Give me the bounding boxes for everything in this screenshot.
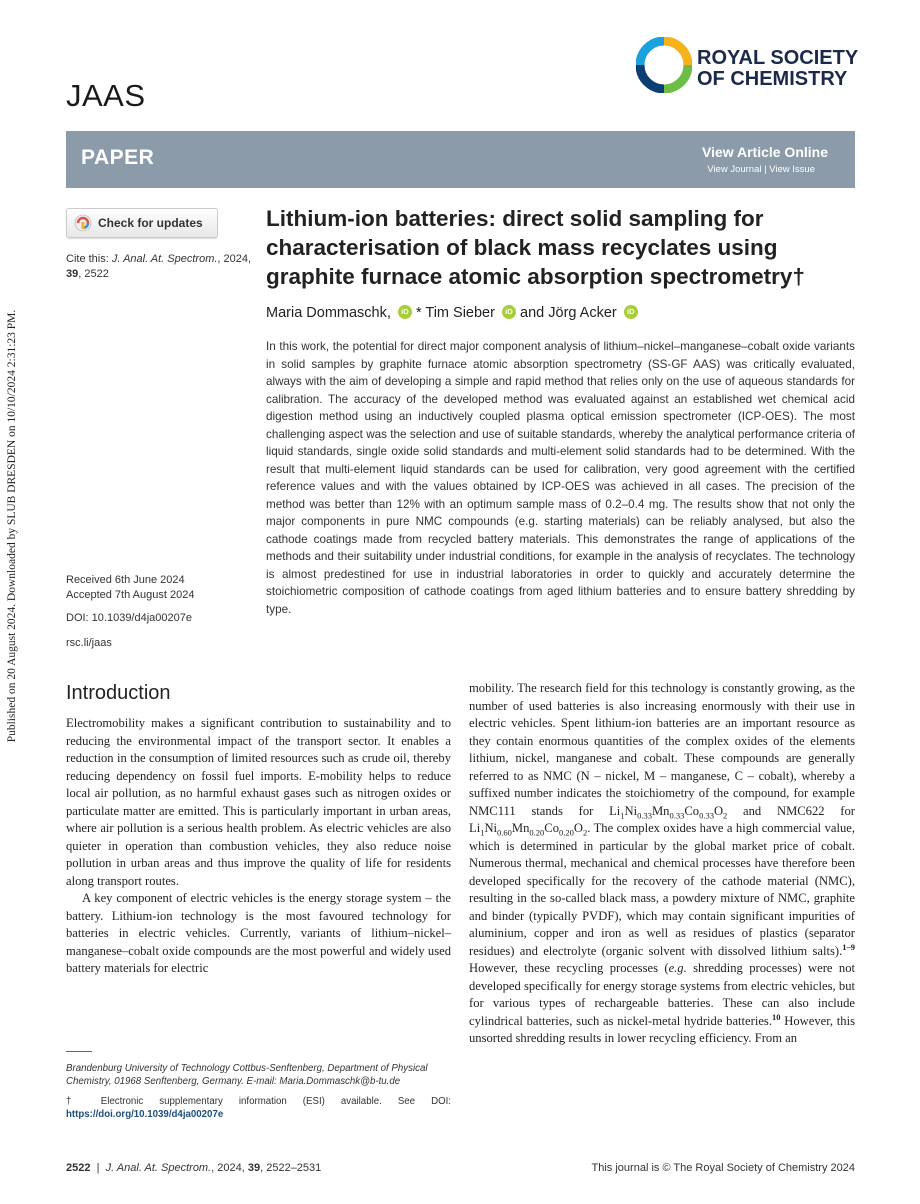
check-for-updates-label: Check for updates <box>98 216 203 230</box>
article-doi[interactable]: DOI: 10.1039/d4ja00207e <box>66 612 192 624</box>
banner-links <box>707 164 815 175</box>
chemical-formula: $Li_1Ni_{0.33}Mn_{0.33}Co_{0.33}O_2$ <box>609 803 728 821</box>
paragraph: Electromobility makes a significant contribution to sustainability and to reducing the environmental impact of the transport sector. It enables a reduction in the consumption of limited resources such as crude oil, thereby reducing dependency on fossil fuel imports. E-mobility helps to reduce local air pollution, as no harmful exhaust gases such as nitrogen oxides or particulate matter are emitted. This is particularly important in urban areas, where air pollution is a serious health problem. As electric vehicles are also quieter in operation than combustion vehicles, they also reduce noise pollution in urban areas and thus improve the quality of life for residents along transport routes. <box>66 716 451 888</box>
esi-footnote: † Electronic supplementary information (ESI) available. See DOI: https://doi.org/10.1039/d4ja00207e <box>66 1096 451 1120</box>
view-issue-link[interactable]: View Issue <box>769 164 815 175</box>
publisher-line-2: OF CHEMISTRY <box>697 68 848 90</box>
author-name: Jörg Acker <box>548 305 617 321</box>
chemical-formula: $Li_1Ni_{0.60}Mn_{0.20}Co_{0.20}O_2$ <box>469 821 588 838</box>
received-date: Received 6th June 2024 <box>66 574 185 586</box>
author-name: Maria Dommaschk, <box>266 305 391 321</box>
download-notice: Published on 20 August 2024. Downloaded by SLUB DRESDEN on 10/10/2024 2:31:23 PM. <box>6 309 18 743</box>
author-list <box>266 305 638 321</box>
journal-short-link[interactable]: rsc.li/jaas <box>66 637 112 649</box>
author-name: Tim Sieber <box>425 305 495 321</box>
corresponding-mark: * <box>415 305 422 321</box>
abstract: In this work, the potential for direct major component analysis of lithium–nickel–manganese–cobalt oxide variants in solid samples by graphite furnace atomic absorption spectrometry (SS-GF AAS) was critically evaluated, always with the aim of developing a simple and rapid method that relies only on the use of aqueous standards for calibration. The accuracy of the developed method was evaluated against an established wet chemical acid digestion method using an inductively coupled plasma optical emission spectrometer (ICP-OES). The most challenging aspect was the selection and use of suitable standards, whereby the analytical performance criteria of liquid standards, single oxide solid standards and multi-element solid standards had to be determined. With the result that multi-element liquid standards can be used for calibration, very good agreement with the certified reference values and with the values obtained by ICP-OES was achieved in all cases. The precision of the method was better than 12% with an optimum sample mass of 0.2–0.4 mg. The results show that not only the major components in pure NMC compounds (e.g. starting materials) can be reliably analysed, but also the cathode coatings made from recycled battery materials. This demonstrates the range of applications of the methods and their suitability under industrial conditions, for example in the analysis of recyclates. The technology is almost predestined for use in industrial laboratories in order to quickly and accurately determine the stoichiometric composition of cathode coatings from aged lithium batteries and to ensure battery shredding by type. <box>266 340 855 616</box>
view-article-online-link[interactable]: View Article Online <box>701 144 828 160</box>
journal-name: JAAS <box>66 78 146 113</box>
left-column <box>66 715 451 978</box>
check-for-updates-button[interactable] <box>66 208 218 238</box>
accepted-date: Accepted 7th August 2024 <box>66 589 195 601</box>
article-type-banner <box>66 131 855 188</box>
reference-link[interactable]: 1–9 <box>842 941 855 952</box>
author-conjunction: and <box>520 305 545 321</box>
copyright-notice: This journal is © The Royal Society of Chemistry 2024 <box>591 1162 855 1174</box>
link-separator: | <box>764 164 767 175</box>
cite-journal: J. Anal. At. Spectrom. <box>111 253 218 265</box>
paragraph: mobility. The research field for this technology is constantly growing, as the number of used batteries is also increasing enormously with their use in electric vehicles. Spent lithium-ion batteries are an important resource as they contain enormous quantities of the complex oxides of the elements lithium, nickel, manganese and cobalt. These compounds are generally referred to as NMC (N – nickel, M – manganese, C – cobalt), whereby a suffixed number indicates the stoichiometry of the compound, for example NMC111 stands for $Li_1Ni_{0.33}Mn_{0.33}Co_{0.33}O_2$ and NMC622 for $Li_1Ni_{0.60}Mn_{0.20}Co_{0.20}O_2$. The complex oxides have a high commercial value, which is determined in particular by the global market price of cobalt. Numerous thermal, mechanical and chemical processes have therefore been developed specifically for the recovery of the cathode material (NMC), resulting in the so-called black mass, a powdery mixture of NMC, graphite and binder (typically PVDF), which may contain significant impurities of aluminium, copper and iron as well as residues of plastics (separator residues) and electrolyte (organic solvent with dissolved lithium salts).$^{1-9}$ However, these recycling processes (e.g. shredding processes) were not developed specifically for energy storage systems from electric vehicles, but for various types of rechargeable batteries. These can also include cylindrical batteries, such as nickel-metal hydride batteries.$^{10}$ However, this unsorted shredding results in lower recycling efficiency. From an <box>469 681 856 1045</box>
cite-volume: 39 <box>66 268 79 280</box>
crossmark-icon <box>74 214 92 232</box>
article-type-label: PAPER <box>81 146 155 169</box>
orcid-icon[interactable]: iD <box>502 305 516 319</box>
citation: Cite this: J. Anal. At. Spectrom., 2024, 39, 2522 <box>66 253 252 280</box>
page-number: 2522 <box>66 1162 91 1174</box>
page-footer-left: 2522 | J. Anal. At. Spectrom., 2024, 39, 2522–2531 <box>66 1162 322 1174</box>
section-heading: Introduction <box>66 682 171 704</box>
publisher-wordmark <box>697 48 858 90</box>
paragraph: A key component of electric vehicles is the energy storage system – the battery. Lithium-ion technology is the most favoured technology for batteries in electric vehicles. Currently, variants of lithium–nickel–manganese–cobalt oxide compounds are the most powerful and widely used battery materials for electric <box>66 891 451 975</box>
rsc-logo-icon <box>636 37 692 93</box>
publisher-line-1: ROYAL SOCIETY <box>697 47 859 69</box>
esi-doi-link[interactable]: https://doi.org/10.1039/d4ja00207e <box>66 1109 224 1120</box>
reference-link[interactable]: 10 <box>771 1011 781 1022</box>
view-journal-link[interactable]: View Journal <box>707 164 762 175</box>
orcid-icon[interactable]: iD <box>624 305 638 319</box>
footer-volume: 39 <box>247 1162 261 1174</box>
right-column <box>469 680 855 1048</box>
footer-journal: J. Anal. At. Spectrom. <box>105 1162 212 1174</box>
footnote-divider <box>66 1051 92 1052</box>
article-title: Lithium-ion batteries: direct solid sampling for characterisation of black mass recyclates using graphite furnace atomic absorption spectrometry† <box>266 206 805 289</box>
affiliation-footnote: Brandenburg University of Technology Cottbus-Senftenberg, Department of Physical Chemistry, 01968 Senftenberg, Germany. E-mail: Maria.Dommaschk@b-tu.de <box>66 1063 428 1087</box>
orcid-icon[interactable]: iD <box>398 305 412 319</box>
